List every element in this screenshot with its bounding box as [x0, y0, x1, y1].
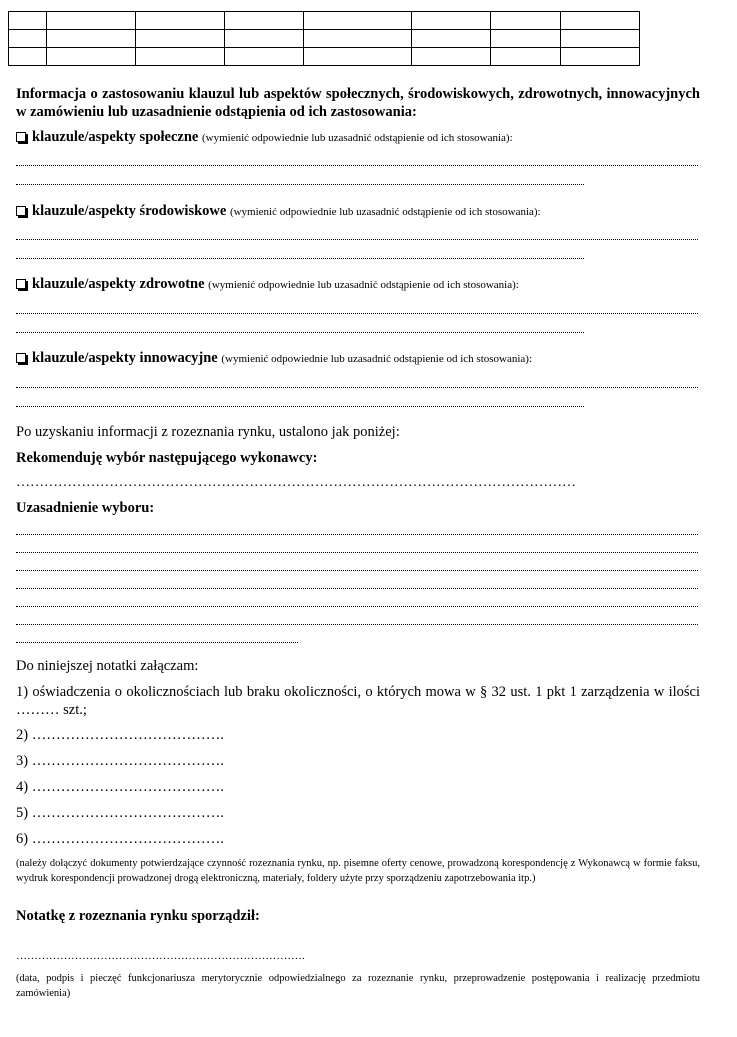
- checkbox-icon[interactable]: [16, 353, 26, 363]
- market-info-text: Po uzyskaniu informacji z rozeznania rynku, ustalono jak poniżej:: [16, 424, 400, 440]
- clause-label: klauzule/aspekty społeczne: [32, 129, 199, 145]
- checkbox-icon[interactable]: [16, 132, 26, 142]
- attachment-item-3: 3) ………………………………….: [16, 753, 224, 769]
- clause-note: (wymienić odpowiednie lub uzasadnić odstąpienie od ich stosowania):: [229, 206, 541, 218]
- fill-line[interactable]: [16, 386, 698, 388]
- fill-line[interactable]: [16, 569, 698, 571]
- clause-note: (wymienić odpowiednie lub uzasadnić odstąpienie od ich stosowania):: [208, 279, 519, 291]
- prepared-by-heading: Notatkę z rozeznania rynku sporządził:: [16, 908, 260, 924]
- fill-line[interactable]: [16, 641, 298, 643]
- fill-line[interactable]: [16, 551, 698, 553]
- attachment-item-1: 1) oświadczenia o okolicznościach lub braku okoliczności, o których mowa w § 32 ust. 1 pkt 1 zarządzenia w ilości ……… szt.;: [16, 684, 700, 718]
- signature-note: (data, podpis i pieczęć funkcjonariusza merytorycznie odpowiedzialnego za rozeznanie rynku, przeprowadzenie postępowania i realizację przedmiotu zamówienia): [16, 973, 700, 999]
- fill-line[interactable]: [16, 623, 698, 625]
- fill-line[interactable]: [16, 257, 584, 259]
- fill-line[interactable]: [16, 183, 584, 185]
- contractor-fill-line[interactable]: …………………………………………………………………………………………………………: [16, 475, 576, 490]
- table-row: [9, 30, 640, 48]
- clauses-heading: Informacja o zastosowaniu klauzul lub aspektów społecznych, środowiskowych, zdrowotnych, innowacyjnych w zamówieniu lub uzasadnienie odstąpienia od ich zastosowania:: [16, 86, 700, 120]
- attachment-item-5: 5) ………………………………….: [16, 805, 224, 821]
- clause-innovative: [16, 349, 706, 368]
- attachments-note: (należy dołączyć dokumenty potwierdzające czynność rozeznania rynku, np. pisemne oferty cenowe, prowadzoną korespondencję z Wykonawcą w formie faksu, wydruk korespondencji prowadzonej drogą elektroniczną, materiały, foldery użyte przy sporządzeniu zapotrzebowania itp.): [16, 858, 700, 884]
- clause-environmental: [16, 202, 706, 221]
- top-table: [8, 11, 640, 66]
- checkbox-icon[interactable]: [16, 279, 26, 289]
- attachments-intro: Do niniejszej notatki załączam:: [16, 658, 199, 674]
- signature-fill-line[interactable]: …………………………………………………………………….: [16, 950, 305, 962]
- clause-label: klauzule/aspekty zdrowotne: [32, 276, 205, 292]
- fill-line[interactable]: [16, 238, 698, 240]
- fill-line[interactable]: [16, 164, 698, 166]
- fill-line[interactable]: [16, 605, 698, 607]
- attachment-item-2: 2) ………………………………….: [16, 727, 224, 743]
- clause-note: (wymienić odpowiednie lub uzasadnić odstąpienie od ich stosowania):: [201, 132, 513, 144]
- clause-social: [16, 128, 706, 147]
- clause-label: klauzule/aspekty środowiskowe: [32, 203, 227, 219]
- table-row: [9, 12, 640, 30]
- clause-health: [16, 275, 706, 294]
- fill-line[interactable]: [16, 312, 698, 314]
- fill-line[interactable]: [16, 587, 698, 589]
- clause-label: klauzule/aspekty innowacyjne: [32, 350, 218, 366]
- fill-line[interactable]: [16, 405, 584, 407]
- recommend-heading: Rekomenduję wybór następującego wykonawcy:: [16, 450, 318, 466]
- attachment-item-4: 4) ………………………………….: [16, 779, 224, 795]
- clause-note: (wymienić odpowiednie lub uzasadnić odstąpienie od ich stosowania):: [221, 353, 533, 365]
- justification-heading: Uzasadnienie wyboru:: [16, 500, 155, 516]
- attachment-item-6: 6) ………………………………….: [16, 831, 224, 847]
- checkbox-icon[interactable]: [16, 206, 26, 216]
- fill-line[interactable]: [16, 533, 698, 535]
- table-row: [9, 48, 640, 66]
- fill-line[interactable]: [16, 331, 584, 333]
